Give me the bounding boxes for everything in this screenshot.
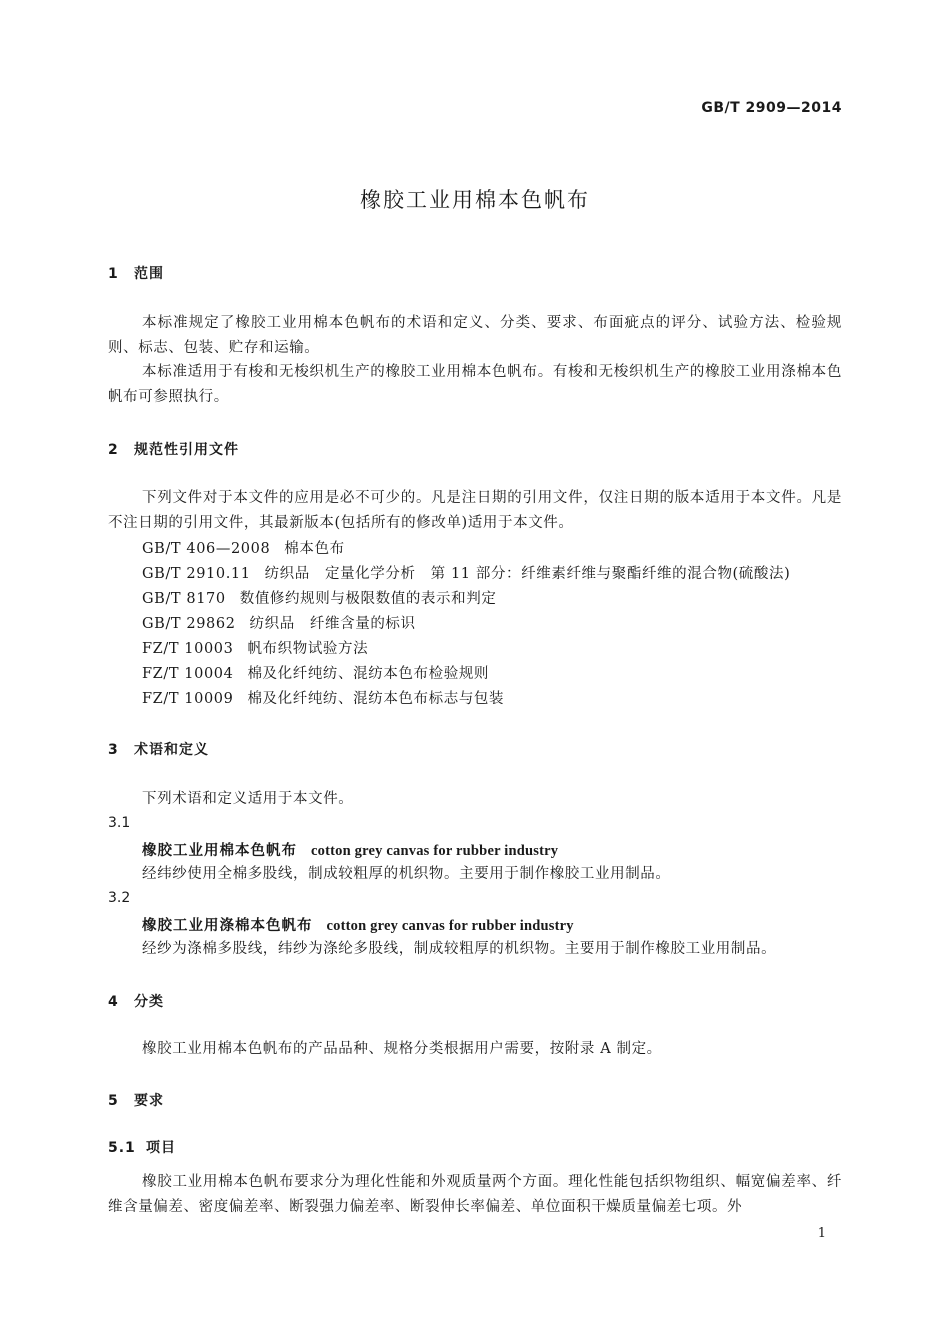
reference-item — [142, 562, 790, 587]
term-definition: 经纱为涤棉多股线，纬纱为涤纶多股线，制成较粗厚的机织物。主要用于制作橡胶工业用制品。 — [142, 941, 777, 957]
reference-item — [142, 687, 790, 712]
section-number: 3 — [108, 742, 119, 758]
section-title: 要求 — [134, 1093, 164, 1109]
reference-title: 棉本色布 — [284, 541, 345, 557]
section-3-heading — [108, 739, 209, 759]
reference-title: 纺织品 定量化学分析 第 11 部分：纤维素纤维与聚酯纤维的混合物(硫酸法) — [264, 566, 791, 582]
reference-code: GB/T 8170 — [142, 591, 226, 607]
reference-item — [142, 637, 790, 662]
reference-item — [142, 587, 790, 612]
page-number: 1 — [817, 1226, 826, 1241]
reference-code: FZ/T 10004 — [142, 666, 234, 682]
reference-title: 数值修约规则与极限数值的表示和判定 — [239, 591, 497, 607]
section-title: 分类 — [134, 994, 164, 1010]
term-definition: 经纬纱使用全棉多股线，制成较粗厚的机织物。主要用于制作橡胶工业用制品。 — [142, 866, 671, 882]
section-2-heading — [108, 439, 239, 459]
term-english: cotton grey canvas for rubber industry — [326, 918, 574, 934]
section-1-heading — [108, 263, 164, 283]
standard-code: GB/T 2909—2014 — [701, 100, 842, 116]
term-number: 3.1 — [108, 815, 131, 831]
references-intro-paragraph: 下列文件对于本文件的应用是必不可少的。凡是注日期的引用文件，仅注日期的版本适用于本文件。凡是不注日期的引用文件，其最新版本(包括所有的修改单)适用于本文件。 — [108, 490, 842, 531]
reference-code: GB/T 29862 — [142, 616, 236, 632]
term-entry — [142, 914, 574, 935]
reference-code: GB/T 2910.11 — [142, 566, 251, 582]
section-title: 规范性引用文件 — [134, 442, 239, 458]
term-number: 3.2 — [108, 890, 131, 906]
term-english: cotton grey canvas for rubber industry — [311, 843, 559, 859]
reference-code: GB/T 406—2008 — [142, 541, 271, 557]
section-title: 术语和定义 — [134, 742, 209, 758]
terms-intro: 下列术语和定义适用于本文件。 — [142, 791, 354, 807]
section-5-heading — [108, 1090, 164, 1110]
term-chinese: 橡胶工业用涤棉本色帆布 — [142, 918, 313, 934]
term-entry — [142, 839, 558, 860]
reference-code: FZ/T 10003 — [142, 641, 234, 657]
section-number: 4 — [108, 994, 119, 1010]
scope-paragraph-1: 本标准规定了橡胶工业用棉本色帆布的术语和定义、分类、要求、布面疵点的评分、试验方法、检验规则、标志、包装、贮存和运输。 — [108, 315, 842, 356]
section-4-heading — [108, 991, 164, 1011]
section-number: 2 — [108, 442, 119, 458]
normative-reference-list — [142, 537, 790, 712]
subsection-5-1-heading — [108, 1137, 176, 1157]
reference-title: 纺织品 纤维含量的标识 — [249, 616, 416, 632]
subsection-number: 5.1 — [108, 1140, 136, 1156]
reference-item — [142, 662, 790, 687]
section-number: 1 — [108, 266, 119, 282]
scope-paragraph-2: 本标准适用于有梭和无梭织机生产的橡胶工业用棉本色帆布。有梭和无梭织机生产的橡胶工业用涤棉本色帆布可参照执行。 — [108, 364, 842, 405]
reference-title: 棉及化纤纯纺、混纺本色布检验规则 — [247, 666, 490, 682]
term-chinese: 橡胶工业用棉本色帆布 — [142, 843, 297, 859]
requirements-items-paragraph: 橡胶工业用棉本色帆布要求分为理化性能和外观质量两个方面。理化性能包括织物组织、幅宽偏差率、纤维含量偏差、密度偏差率、断裂强力偏差率、断裂伸长率偏差、单位面积干燥质量偏差七项。外 — [108, 1174, 842, 1215]
reference-item — [142, 612, 790, 637]
reference-item — [142, 537, 790, 562]
classification-paragraph: 橡胶工业用棉本色帆布的产品品种、规格分类根据用户需要，按附录 A 制定。 — [142, 1041, 662, 1057]
document-title: 橡胶工业用棉本色帆布 — [360, 188, 590, 212]
section-title: 范围 — [134, 266, 164, 282]
reference-title: 棉及化纤纯纺、混纺本色布标志与包装 — [247, 691, 505, 707]
reference-code: FZ/T 10009 — [142, 691, 234, 707]
subsection-title: 项目 — [146, 1140, 176, 1156]
reference-title: 帆布织物试验方法 — [247, 641, 369, 657]
section-number: 5 — [108, 1093, 119, 1109]
